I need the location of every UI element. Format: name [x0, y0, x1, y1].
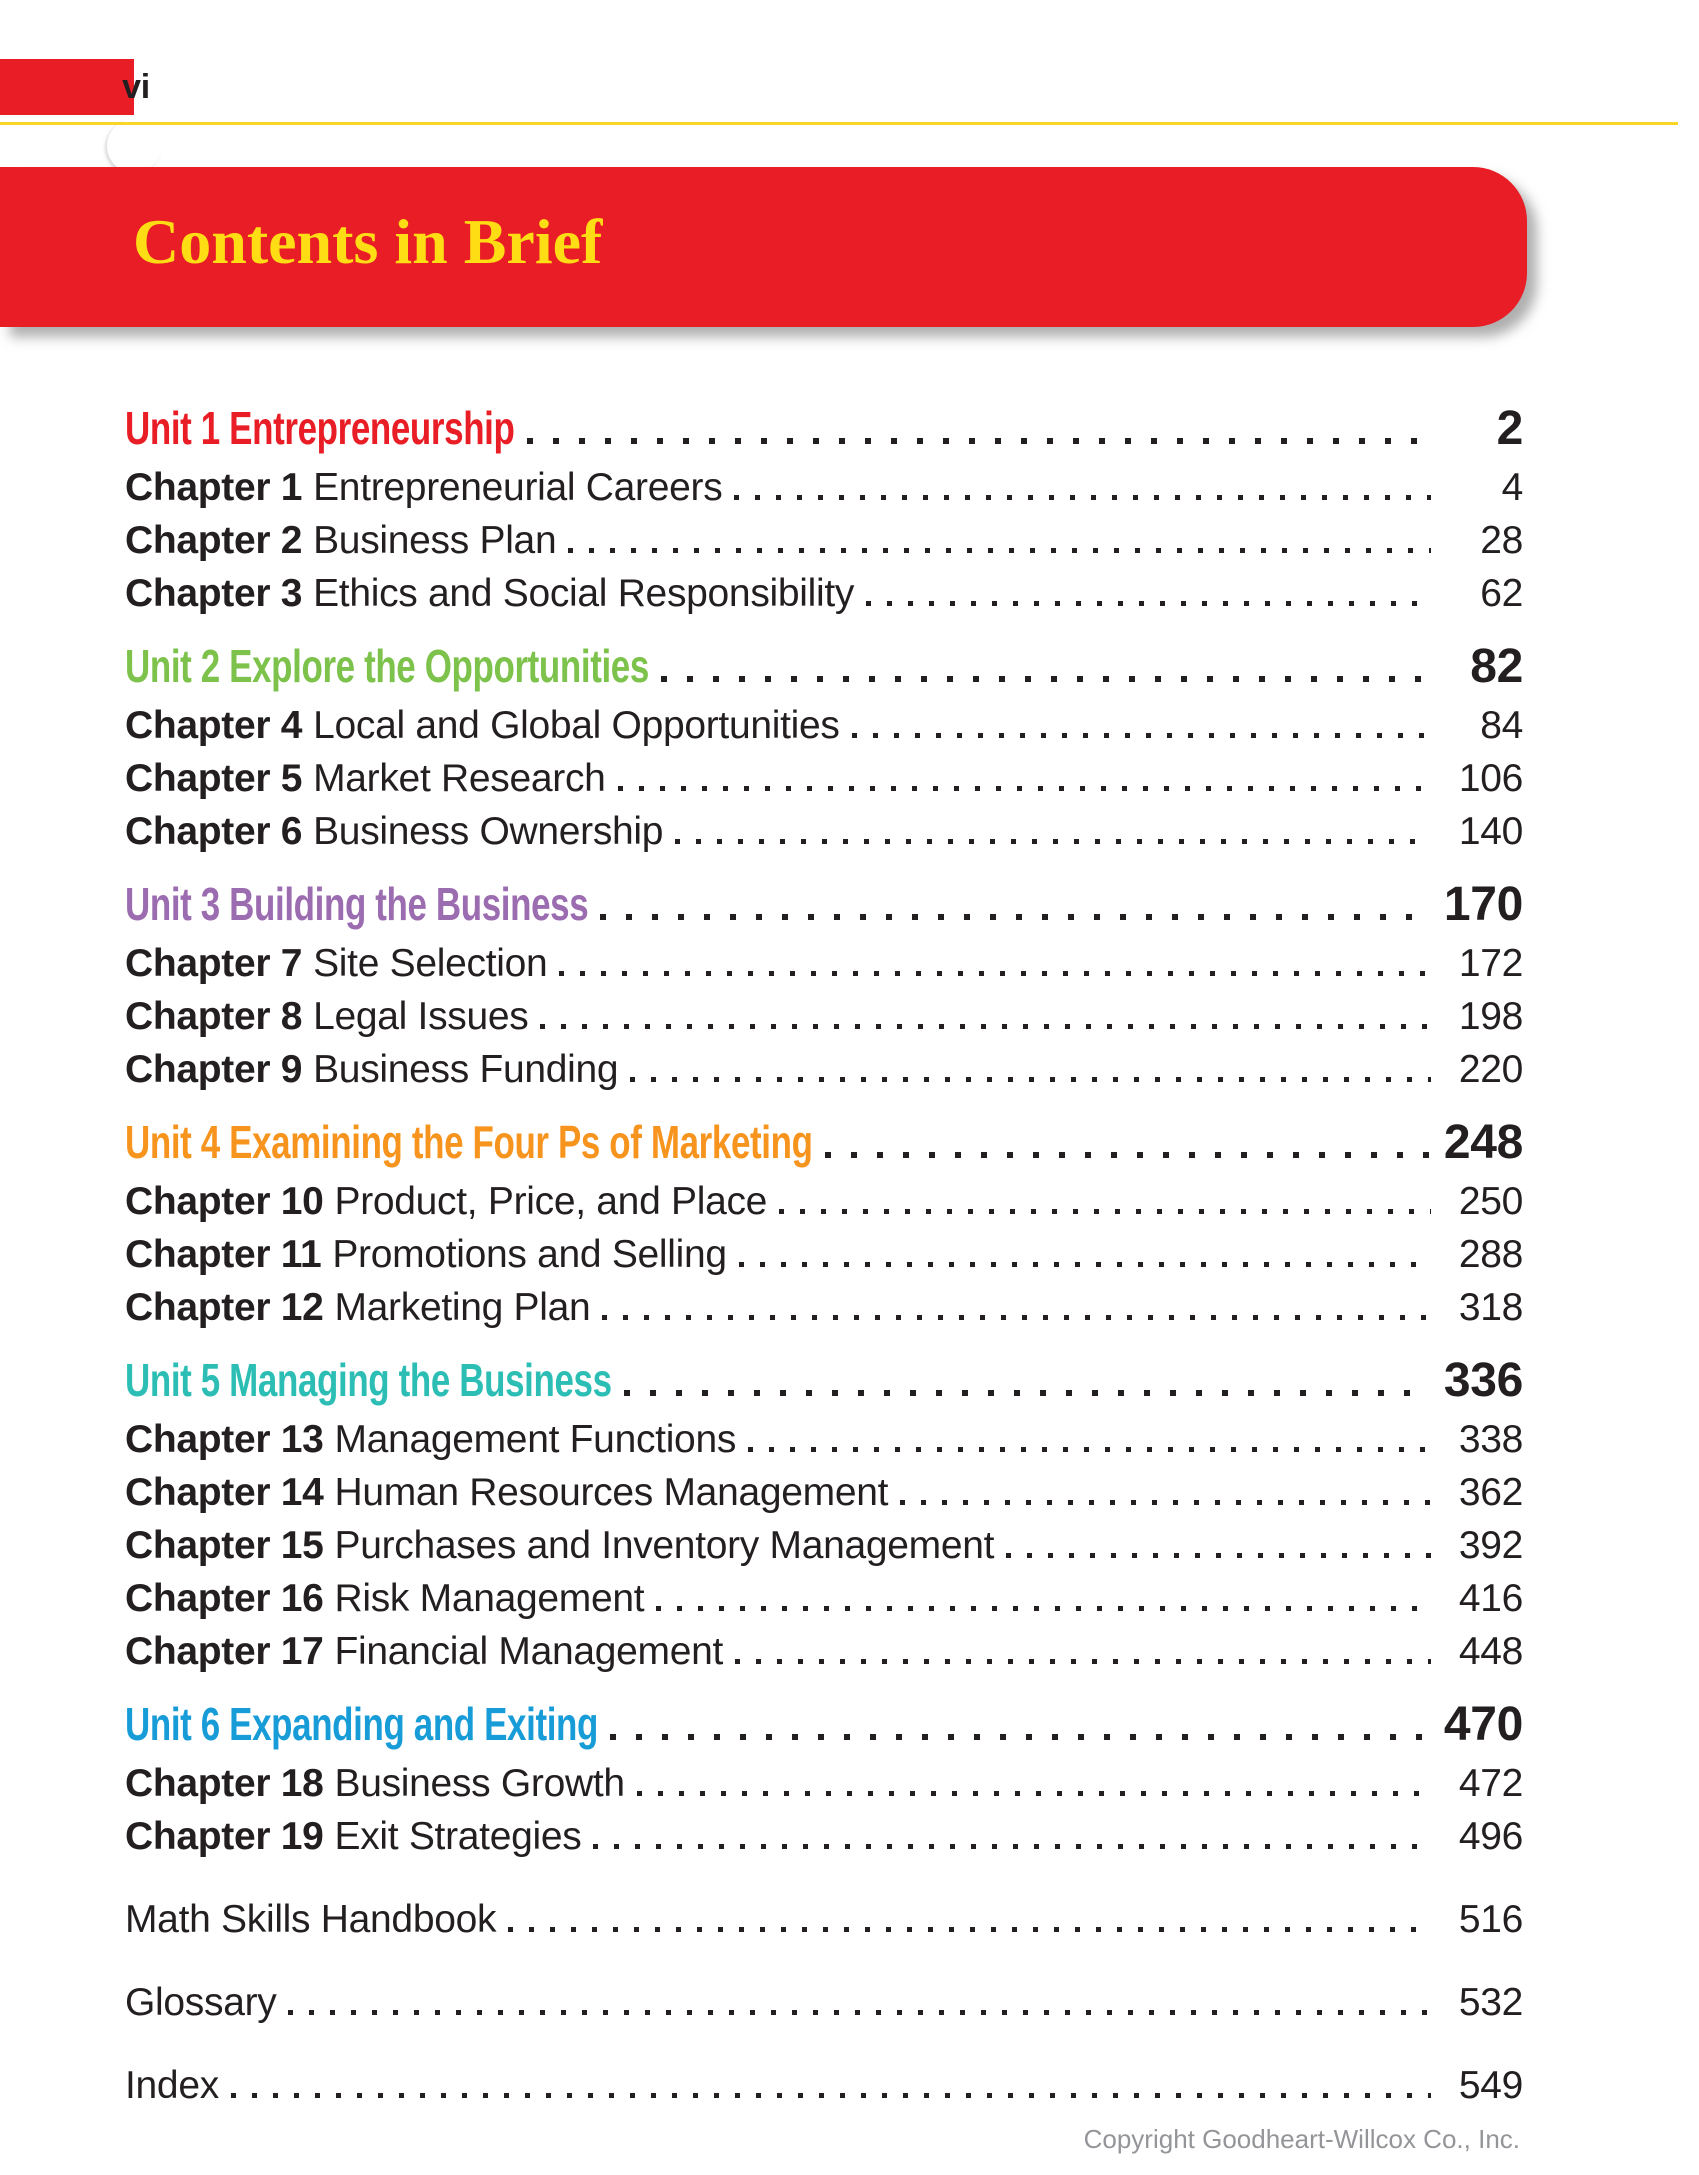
toc-entry-title: Risk Management [334, 1577, 645, 1620]
toc-row-chapter [125, 1466, 1523, 1519]
toc-entry-title: Entrepreneurial Careers [313, 466, 723, 509]
toc-chapter-number: Chapter 13 [125, 1418, 324, 1461]
toc-entry-title: Math Skills Handbook [125, 1898, 497, 1941]
toc-page-number: 220 [1458, 1048, 1523, 1091]
toc-row-unit [125, 1692, 1523, 1757]
dot-leader [656, 1606, 1431, 1611]
toc-row-chapter [125, 1413, 1523, 1466]
toc-chapter-number: Chapter 6 [125, 810, 303, 853]
toc-row-unit [125, 634, 1523, 699]
toc-row-plain [125, 2059, 1523, 2112]
toc-page-number: 448 [1458, 1630, 1523, 1673]
dot-leader [661, 676, 1431, 682]
page-title: Contents in Brief [133, 206, 603, 277]
toc-row-chapter [125, 699, 1523, 752]
dot-leader [559, 971, 1431, 976]
dot-leader [593, 1844, 1431, 1849]
dot-leader [231, 2093, 1431, 2098]
toc-row-chapter [125, 1625, 1523, 1678]
toc-unit-label: Unit 3 Building the Business [125, 878, 589, 930]
toc-page-number: 472 [1458, 1762, 1523, 1805]
toc-chapter-number: Chapter 10 [125, 1180, 324, 1223]
toc-entry-title: Index [125, 2064, 219, 2107]
dot-leader [527, 438, 1431, 444]
toc-entry-title: Management Functions [334, 1418, 737, 1461]
toc-page-number: 140 [1458, 810, 1523, 853]
toc-page-number: 470 [1443, 1698, 1523, 1751]
toc-page-number: 248 [1443, 1116, 1523, 1169]
toc-unit-label: Unit 1 Entrepreneurship [125, 402, 515, 454]
toc-page-number: 516 [1458, 1898, 1523, 1941]
toc-chapter-number: Chapter 14 [125, 1471, 324, 1514]
page-number-folio: vi [122, 67, 150, 106]
folio-circle [107, 119, 161, 173]
dot-leader [675, 839, 1431, 844]
dot-leader [288, 2010, 1431, 2015]
dot-leader [600, 914, 1430, 920]
toc-chapter-number: Chapter 17 [125, 1630, 324, 1673]
toc-entry-title: Market Research [313, 757, 606, 800]
copyright-notice: Copyright Goodheart-Willcox Co., Inc. [1083, 2124, 1520, 2154]
toc-entry-title: Product, Price, and Place [334, 1180, 768, 1223]
toc-chapter-number: Chapter 4 [125, 704, 303, 747]
toc-row-chapter [125, 1810, 1523, 1863]
toc-page-number: 4 [1501, 466, 1523, 509]
dot-leader [602, 1315, 1431, 1320]
toc-row-chapter [125, 1572, 1523, 1625]
toc-row-chapter [125, 1043, 1523, 1096]
toc-row-unit [125, 396, 1523, 461]
toc-chapter-number: Chapter 2 [125, 519, 303, 562]
toc-entry-title: Legal Issues [313, 995, 529, 1038]
table-of-contents [125, 382, 1523, 2112]
toc-chapter-number: Chapter 3 [125, 572, 303, 615]
toc-entry-title: Business Funding [313, 1048, 619, 1091]
toc-page-number: 250 [1458, 1180, 1523, 1223]
toc-row-chapter [125, 1175, 1523, 1228]
dot-leader [540, 1024, 1431, 1029]
dot-leader [508, 1927, 1431, 1932]
toc-entry-title: Exit Strategies [334, 1815, 582, 1858]
toc-page-number: 82 [1470, 640, 1523, 693]
toc-row-chapter [125, 461, 1523, 514]
dot-leader [748, 1447, 1431, 1452]
toc-entry-title: Site Selection [313, 942, 548, 985]
title-banner [0, 167, 1527, 327]
toc-page-number: 416 [1458, 1577, 1523, 1620]
dot-leader [735, 1659, 1431, 1664]
toc-entry-title: Local and Global Opportunities [313, 704, 840, 747]
toc-unit-label: Unit 6 Expanding and Exiting [125, 1698, 599, 1750]
dot-leader [739, 1262, 1431, 1267]
dot-leader [624, 1390, 1430, 1396]
dot-leader [852, 733, 1431, 738]
toc-entry-title: Ethics and Social Responsibility [313, 572, 855, 615]
toc-page-number: 62 [1480, 572, 1523, 615]
toc-chapter-number: Chapter 9 [125, 1048, 303, 1091]
dot-leader [866, 601, 1431, 606]
toc-entry-title: Purchases and Inventory Management [334, 1524, 995, 1567]
toc-page-number: 172 [1458, 942, 1523, 985]
toc-row-unit [125, 1110, 1523, 1175]
toc-row-plain [125, 1976, 1523, 2029]
toc-row-chapter [125, 752, 1523, 805]
toc-chapter-number: Chapter 7 [125, 942, 303, 985]
toc-chapter-number: Chapter 11 [125, 1233, 322, 1276]
toc-page-number: 336 [1443, 1354, 1523, 1407]
toc-row-chapter [125, 805, 1523, 858]
toc-page-number: 198 [1458, 995, 1523, 1038]
toc-row-unit [125, 872, 1523, 937]
toc-page-number: 392 [1458, 1524, 1523, 1567]
toc-entry-title: Glossary [125, 1981, 277, 2024]
dot-leader [825, 1152, 1430, 1158]
toc-page-number: 106 [1458, 757, 1523, 800]
toc-row-chapter [125, 1519, 1523, 1572]
header-rule [0, 122, 1678, 125]
dot-leader [637, 1791, 1431, 1796]
dot-leader [900, 1500, 1431, 1505]
toc-page-number: 496 [1458, 1815, 1523, 1858]
toc-page-number: 170 [1443, 878, 1523, 931]
toc-row-chapter [125, 1228, 1523, 1281]
toc-chapter-number: Chapter 15 [125, 1524, 324, 1567]
dot-leader [630, 1077, 1431, 1082]
toc-chapter-number: Chapter 1 [125, 466, 303, 509]
toc-unit-label: Unit 2 Explore the Opportunities [125, 640, 649, 692]
toc-row-unit [125, 1348, 1523, 1413]
dot-leader [779, 1209, 1431, 1214]
dot-leader [734, 495, 1431, 500]
toc-page-number: 84 [1480, 704, 1523, 747]
toc-page-number: 318 [1458, 1286, 1523, 1329]
toc-entry-title: Human Resources Management [334, 1471, 889, 1514]
toc-row-chapter [125, 1281, 1523, 1334]
toc-page-number: 338 [1458, 1418, 1523, 1461]
toc-page-number: 549 [1458, 2064, 1523, 2107]
dot-leader [618, 786, 1431, 791]
toc-chapter-number: Chapter 5 [125, 757, 303, 800]
toc-entry-title: Business Growth [334, 1762, 625, 1805]
toc-page-number: 532 [1458, 1981, 1523, 2024]
dot-leader [610, 1734, 1430, 1740]
toc-unit-label: Unit 5 Managing the Business [125, 1354, 612, 1406]
toc-row-plain [125, 1893, 1523, 1946]
toc-page-number: 28 [1480, 519, 1523, 562]
toc-chapter-number: Chapter 12 [125, 1286, 324, 1329]
toc-row-chapter [125, 514, 1523, 567]
toc-row-chapter [125, 937, 1523, 990]
toc-unit-label: Unit 4 Examining the Four Ps of Marketing [125, 1116, 813, 1168]
toc-entry-title: Business Plan [313, 519, 557, 562]
toc-chapter-number: Chapter 8 [125, 995, 303, 1038]
toc-entry-title: Marketing Plan [334, 1286, 591, 1329]
toc-row-chapter [125, 567, 1523, 620]
toc-entry-title: Promotions and Selling [332, 1233, 727, 1276]
toc-entry-title: Business Ownership [313, 810, 664, 853]
toc-page-number: 2 [1496, 402, 1523, 455]
toc-row-chapter [125, 1757, 1523, 1810]
toc-page-number: 362 [1458, 1471, 1523, 1514]
toc-row-chapter [125, 990, 1523, 1043]
toc-chapter-number: Chapter 19 [125, 1815, 324, 1858]
toc-chapter-number: Chapter 18 [125, 1762, 324, 1805]
toc-page-number: 288 [1458, 1233, 1523, 1276]
dot-leader [1006, 1553, 1431, 1558]
toc-chapter-number: Chapter 16 [125, 1577, 324, 1620]
toc-entry-title: Financial Management [334, 1630, 724, 1673]
dot-leader [568, 548, 1431, 553]
